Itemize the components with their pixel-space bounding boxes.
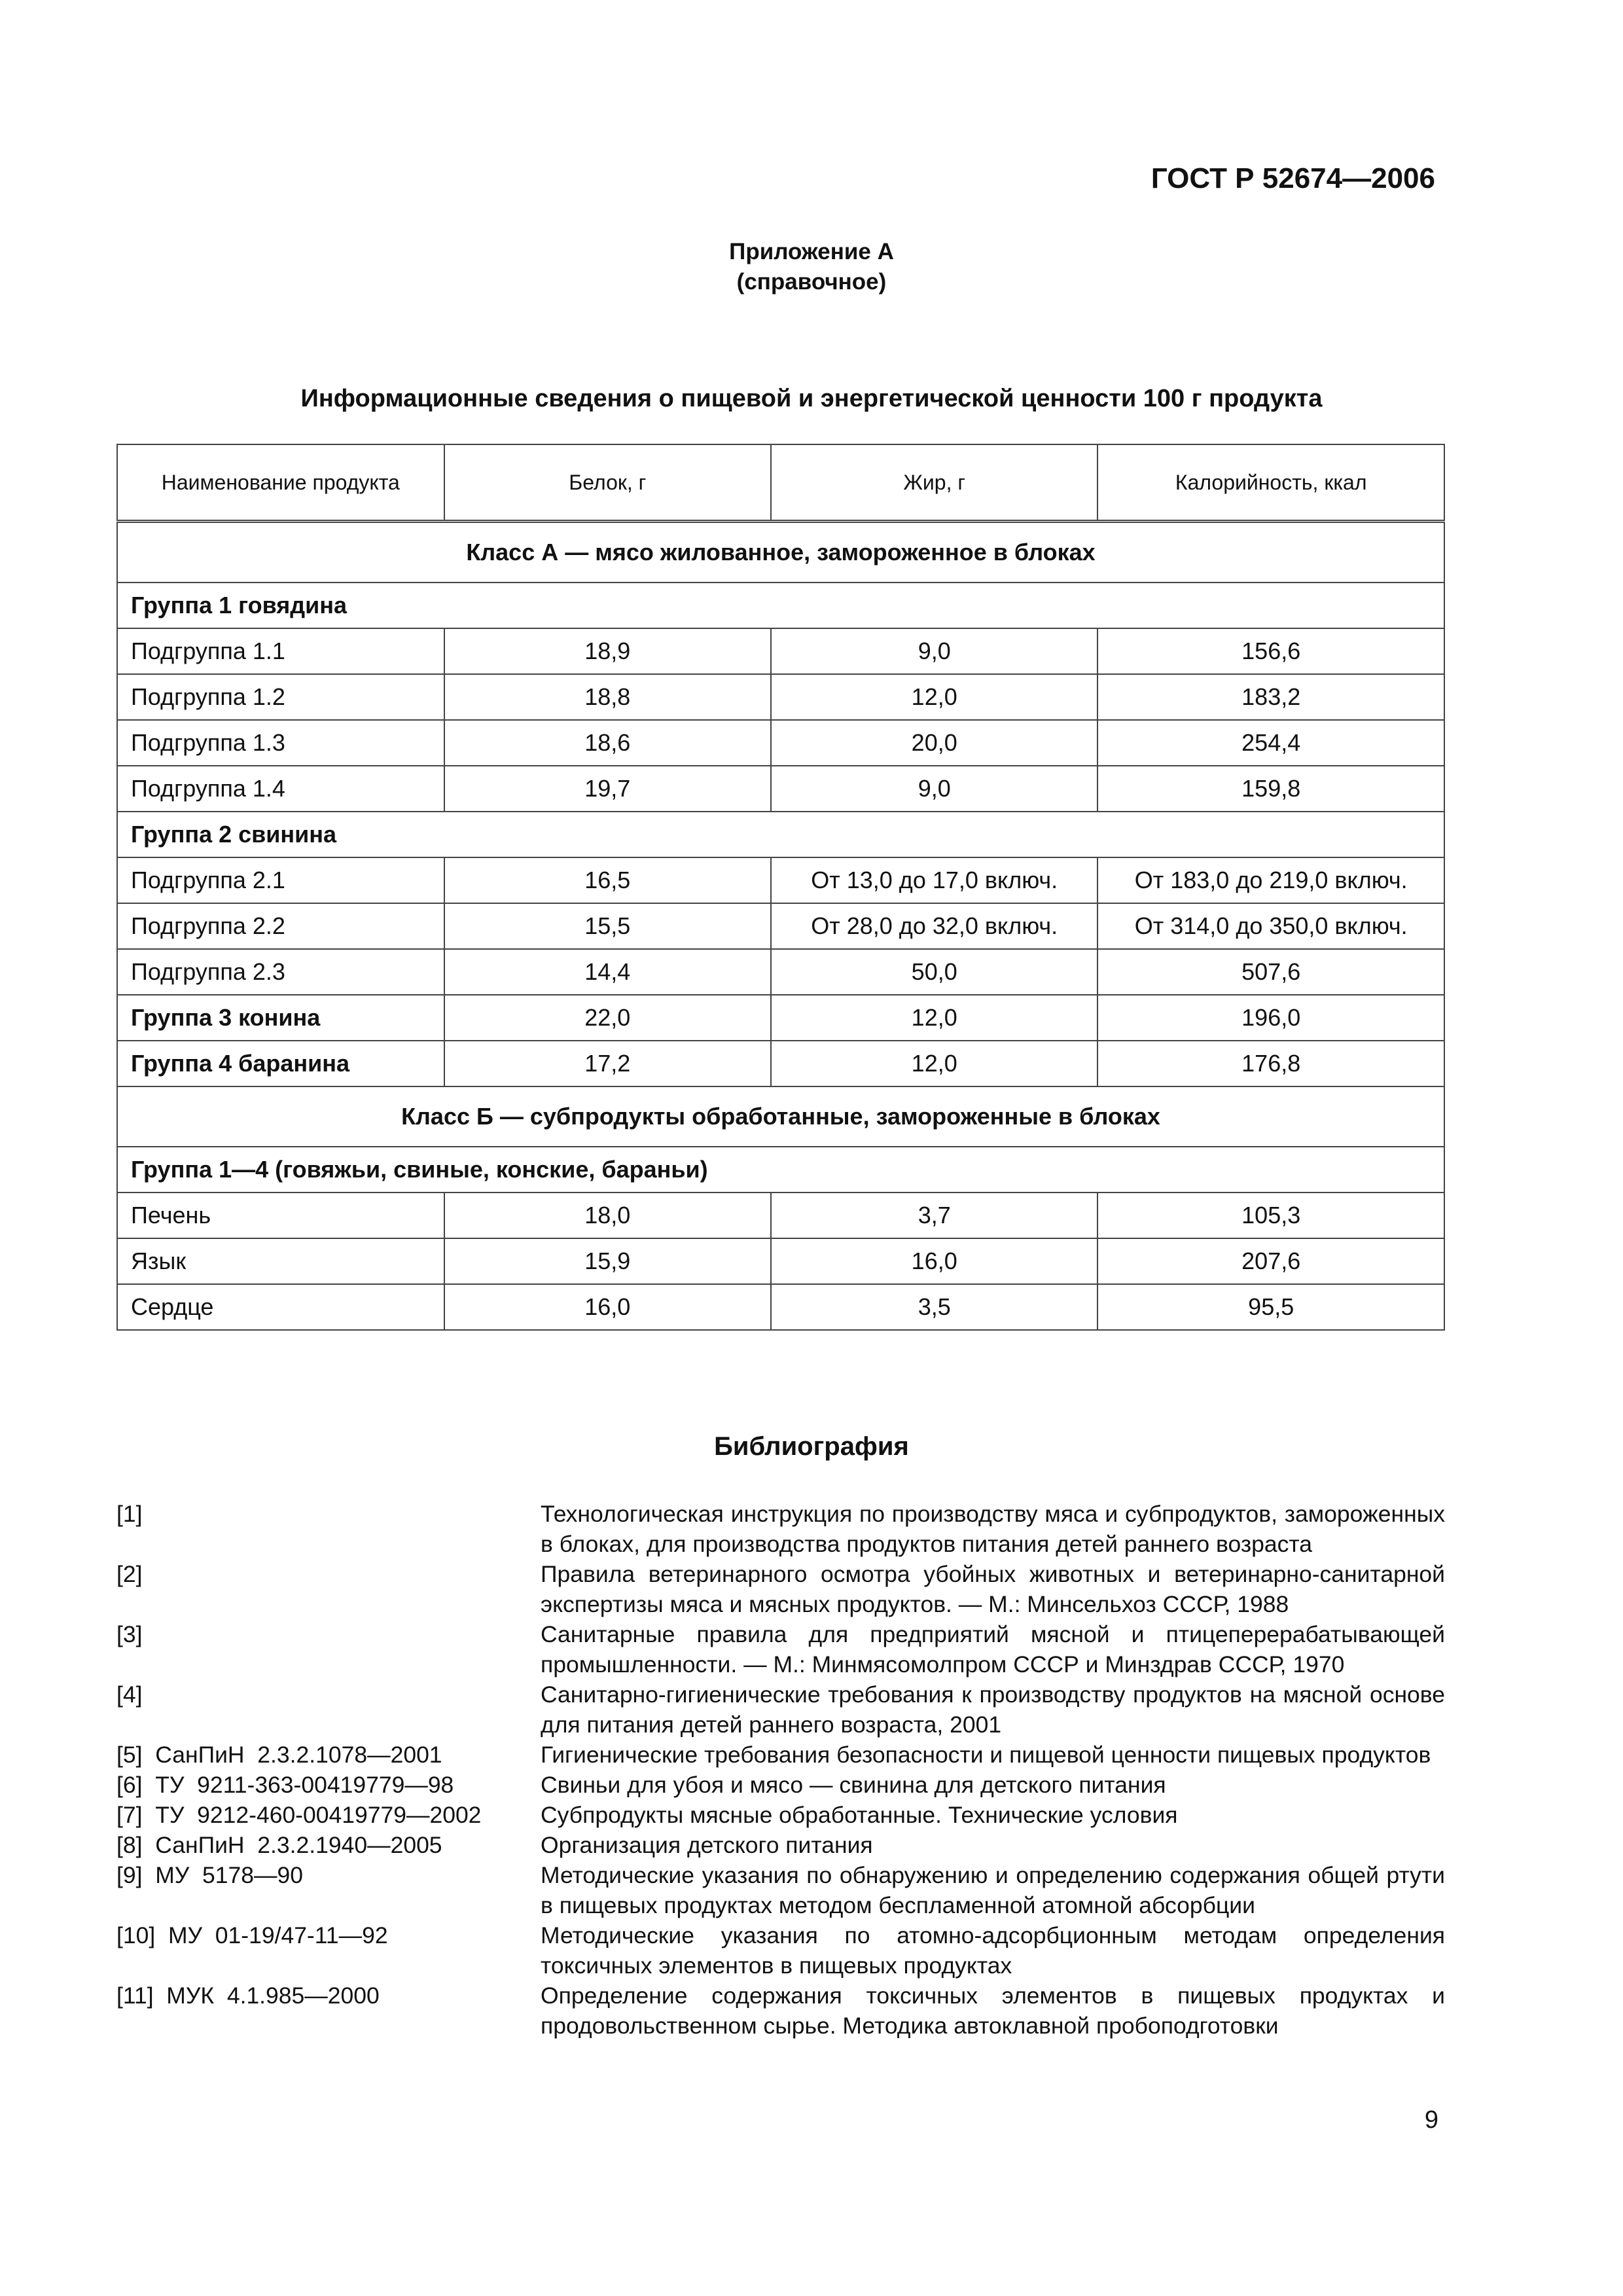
bibliography-entry [116, 1770, 1445, 1800]
bibliography-text: Санитарно-гигиенические требования к производству продуктов на мясной основе для питания детей раннего возраста, 2001 [541, 1681, 1445, 1738]
bibliography-text: Свиньи для убоя и мясо — свинина для детского питания [541, 1772, 1166, 1798]
bibliography-list [116, 1499, 1445, 2041]
bibliography-text: Организация детского питания [541, 1832, 873, 1858]
class-row [117, 1086, 1444, 1147]
cell-protein: 16,0 [444, 1284, 771, 1330]
bibliography-text: Гигиенические требования безопасности и пищевой ценности пищевых продуктов [541, 1742, 1431, 1768]
cell-calories: 196,0 [1097, 995, 1444, 1041]
cell-fat: 20,0 [771, 720, 1097, 766]
cell-protein: 18,9 [444, 628, 771, 674]
cell-protein: 15,9 [444, 1238, 771, 1284]
bibliography-ref: [6] ТУ 9211-363-00419779—98 [116, 1772, 454, 1798]
bibliography-text: Методические указания по атомно-адсорбционным методам определения токсичных элементов в пищевых продуктах [541, 1922, 1445, 1979]
group-label: Группа 2 свинина [117, 812, 1444, 857]
column-header-calories: Калорийность, ккал [1097, 444, 1444, 522]
cell-fat: 16,0 [771, 1238, 1097, 1284]
bibliography-text: Субпродукты мясные обработанные. Технические условия [541, 1802, 1178, 1828]
cell-fat: От 28,0 до 32,0 включ. [771, 903, 1097, 949]
table-row [117, 949, 1444, 995]
cell-protein: 14,4 [444, 949, 771, 995]
annex-heading [0, 237, 1623, 297]
bibliography-ref: [1] [116, 1501, 143, 1527]
class-label: Класс Б — субпродукты обработанные, замороженные в блоках [117, 1086, 1444, 1147]
table-row [117, 628, 1444, 674]
table-row [117, 857, 1444, 903]
table-title: Информационные сведения о пищевой и энергетической ценности 100 г продукта [300, 385, 1323, 412]
bibliography-ref: [5] СанПиН 2.3.2.1078—2001 [116, 1742, 442, 1768]
bibliography-entry [116, 1830, 1445, 1860]
annex-title: Приложение А [729, 239, 894, 264]
cell-fat: 12,0 [771, 1041, 1097, 1086]
column-header-product: Наименование продукта [117, 444, 444, 522]
cell-product: Группа 3 конина [117, 995, 444, 1041]
class-row [117, 522, 1444, 583]
bibliography-ref: [3] [116, 1621, 143, 1647]
cell-calories: 507,6 [1097, 949, 1444, 995]
cell-protein: 16,5 [444, 857, 771, 903]
bibliography-entry [116, 1981, 1445, 2041]
cell-product: Сердце [117, 1284, 444, 1330]
table-row [117, 766, 1444, 812]
table-row [117, 1041, 1444, 1086]
cell-fat: 12,0 [771, 674, 1097, 720]
group-label: Группа 1—4 (говяжьи, свиные, конские, бараньи) [117, 1147, 1444, 1193]
cell-product: Подгруппа 1.4 [117, 766, 444, 812]
bibliography-ref: [7] ТУ 9212-460-00419779—2002 [116, 1802, 482, 1828]
bibliography-entry [116, 1800, 1445, 1830]
bibliography-entry [116, 1740, 1445, 1770]
table-row [117, 1238, 1444, 1284]
column-header-protein: Белок, г [444, 444, 771, 522]
cell-product: Подгруппа 2.3 [117, 949, 444, 995]
cell-protein: 18,6 [444, 720, 771, 766]
cell-product: Подгруппа 1.1 [117, 628, 444, 674]
bibliography-entry [116, 1559, 1445, 1619]
cell-calories: 176,8 [1097, 1041, 1444, 1086]
cell-fat: 3,7 [771, 1193, 1097, 1238]
nutrition-table [116, 444, 1445, 1331]
table-row [117, 903, 1444, 949]
table-row [117, 1284, 1444, 1330]
cell-calories: От 314,0 до 350,0 включ. [1097, 903, 1444, 949]
cell-product: Подгруппа 2.1 [117, 857, 444, 903]
cell-calories: 159,8 [1097, 766, 1444, 812]
bibliography-text: Технологическая инструкция по производству мяса и субпродуктов, замороженных в блоках, для производства продуктов питания детей раннего возраста [541, 1501, 1445, 1557]
cell-calories: 254,4 [1097, 720, 1444, 766]
cell-product: Подгруппа 1.3 [117, 720, 444, 766]
cell-product: Подгруппа 2.2 [117, 903, 444, 949]
table-body [117, 522, 1444, 1331]
table-header-row [117, 444, 1444, 522]
cell-protein: 17,2 [444, 1041, 771, 1086]
cell-protein: 18,8 [444, 674, 771, 720]
document-id: ГОСТ Р 52674—2006 [1150, 162, 1435, 194]
cell-fat: От 13,0 до 17,0 включ. [771, 857, 1097, 903]
cell-protein: 22,0 [444, 995, 771, 1041]
cell-fat: 9,0 [771, 628, 1097, 674]
bibliography-entry [116, 1679, 1445, 1740]
bibliography-text: Правила ветеринарного осмотра убойных животных и ветеринарно-санитарной экспертизы мяса и мясных продуктов. — М.: Минсельхоз СССР, 1988 [541, 1561, 1445, 1617]
bibliography-ref: [11] МУК 4.1.985—2000 [116, 1982, 380, 2009]
cell-calories: 95,5 [1097, 1284, 1444, 1330]
table-row [117, 720, 1444, 766]
bibliography-entry [116, 1619, 1445, 1679]
bibliography-ref: [8] СанПиН 2.3.2.1940—2005 [116, 1832, 442, 1858]
bibliography-text: Определение содержания токсичных элементов в пищевых продуктах и продовольственном сырье. Методика автоклавной пробоподготовки [541, 1982, 1445, 2039]
page-number: 9 [1424, 2106, 1438, 2134]
class-label: Класс А — мясо жилованное, замороженное в блоках [117, 522, 1444, 583]
cell-protein: 15,5 [444, 903, 771, 949]
bibliography-ref: [9] МУ 5178—90 [116, 1862, 304, 1888]
table-row [117, 995, 1444, 1041]
annex-status: (справочное) [736, 269, 887, 295]
bibliography-entry [116, 1920, 1445, 1981]
bibliography-ref: [2] [116, 1561, 143, 1587]
bibliography-title: Библиография [714, 1432, 909, 1461]
cell-calories: 207,6 [1097, 1238, 1444, 1284]
cell-product: Язык [117, 1238, 444, 1284]
cell-protein: 19,7 [444, 766, 771, 812]
bibliography-ref: [10] МУ 01-19/47-11—92 [116, 1922, 388, 1948]
group-row [117, 812, 1444, 857]
cell-calories: 183,2 [1097, 674, 1444, 720]
cell-calories: 105,3 [1097, 1193, 1444, 1238]
cell-calories: 156,6 [1097, 628, 1444, 674]
cell-fat: 50,0 [771, 949, 1097, 995]
cell-product: Группа 4 баранина [117, 1041, 444, 1086]
bibliography-text: Санитарные правила для предприятий мясной и птицеперерабатывающей промышленности. — М.: Минмясомолпром СССР и Минздрав СССР, 1970 [541, 1621, 1445, 1677]
bibliography-text: Методические указания по обнаружению и определению содержания общей ртути в пищевых продуктах методом беспламенной атомной абсорбции [541, 1862, 1445, 1918]
cell-fat: 9,0 [771, 766, 1097, 812]
bibliography-ref: [4] [116, 1681, 143, 1708]
group-label: Группа 1 говядина [117, 583, 1444, 628]
bibliography-entry [116, 1499, 1445, 1559]
cell-fat: 12,0 [771, 995, 1097, 1041]
bibliography-entry [116, 1860, 1445, 1920]
cell-fat: 3,5 [771, 1284, 1097, 1330]
group-row [117, 583, 1444, 628]
table-row [117, 1193, 1444, 1238]
table-row [117, 674, 1444, 720]
column-header-fat: Жир, г [771, 444, 1097, 522]
cell-calories: От 183,0 до 219,0 включ. [1097, 857, 1444, 903]
cell-product: Подгруппа 1.2 [117, 674, 444, 720]
cell-product: Печень [117, 1193, 444, 1238]
group-row [117, 1147, 1444, 1193]
cell-protein: 18,0 [444, 1193, 771, 1238]
